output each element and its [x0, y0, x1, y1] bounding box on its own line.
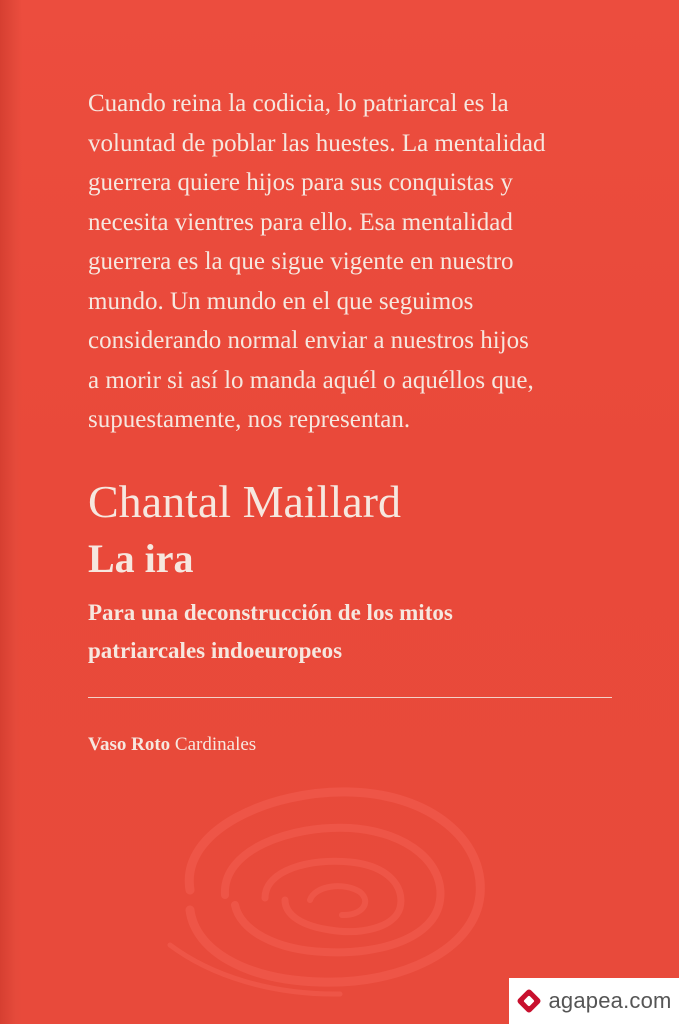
book-subtitle: [88, 594, 628, 670]
blurb-line: Cuando reina la codicia, lo patriarcal es la: [88, 90, 509, 117]
blurb-line: necesita vientres para ello. Esa mentalidad: [88, 208, 513, 236]
agapea-logo-icon: [516, 988, 542, 1014]
blurb-line: voluntad de poblar las huestes. La mentalidad: [88, 129, 546, 157]
author-name: Chantal Maillard: [88, 476, 401, 527]
watermark: [509, 978, 679, 1024]
blurb-line: guerrera quiere hijos para sus conquistas y: [88, 169, 513, 196]
publisher-line: [88, 732, 256, 758]
spine-edge: [0, 0, 22, 1024]
blurb-line: a morir si así lo manda aquél o aquéllos que,: [88, 366, 534, 394]
blurb-line: guerrera es la que sigue vigente en nuestro: [88, 248, 514, 275]
publisher-name: Vaso Roto: [88, 734, 171, 755]
collection-name: Cardinales: [174, 734, 257, 755]
book-title: La ira: [88, 536, 194, 581]
blurb-line: mundo. Un mundo en el que seguimos: [88, 287, 474, 315]
blurb-line: considerando normal enviar a nuestros hijos: [88, 327, 529, 354]
divider-rule: [88, 697, 612, 698]
subtitle-line: patriarcales indoeuropeos: [88, 638, 343, 663]
watermark-text: agapea.com: [548, 988, 672, 1013]
subtitle-line: Para una deconstrucción de los mitos: [88, 600, 453, 625]
back-blurb: [88, 84, 628, 440]
spiral-emblem: [150, 770, 510, 1000]
blurb-line: supuestamente, nos representan.: [88, 406, 411, 433]
